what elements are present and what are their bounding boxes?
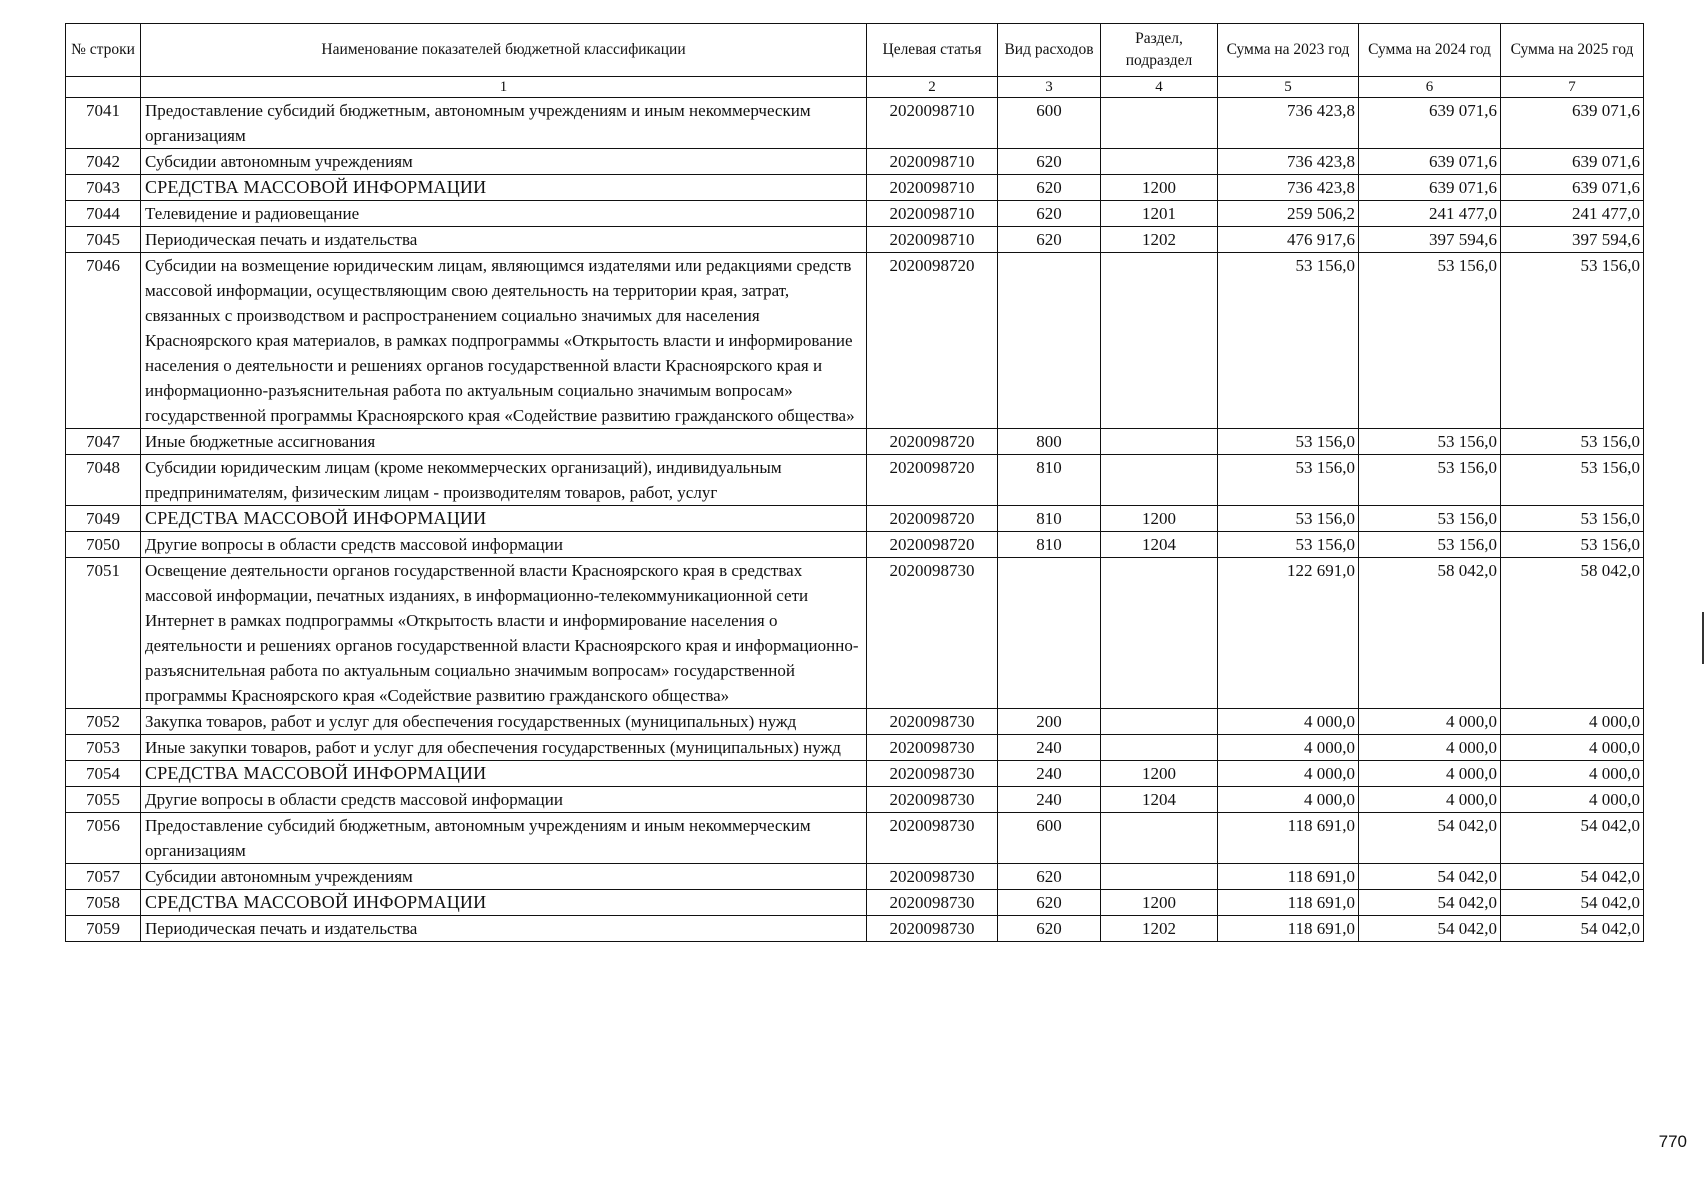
scan-edge-mark xyxy=(1702,612,1704,664)
row-number: 7046 xyxy=(66,253,141,429)
column-number: 7 xyxy=(1501,77,1644,98)
sum-2025: 639 071,6 xyxy=(1501,175,1644,201)
column-number: 4 xyxy=(1101,77,1218,98)
section-code: 1204 xyxy=(1101,532,1218,558)
sum-2025: 4 000,0 xyxy=(1501,735,1644,761)
row-number: 7050 xyxy=(66,532,141,558)
indicator-name: Закупка товаров, работ и услуг для обеспечения государственных (муниципальных) нужд xyxy=(141,709,867,735)
expense-type xyxy=(998,253,1101,429)
indicator-name: Иные закупки товаров, работ и услуг для обеспечения государственных (муниципальных) нужд xyxy=(141,735,867,761)
section-code xyxy=(1101,98,1218,149)
row-number: 7043 xyxy=(66,175,141,201)
header-name: Наименование показателей бюджетной классификации xyxy=(141,24,867,77)
table-row xyxy=(66,98,1644,149)
sum-2023: 53 156,0 xyxy=(1218,455,1359,506)
expense-type: 240 xyxy=(998,787,1101,813)
row-number: 7057 xyxy=(66,864,141,890)
column-number-blank xyxy=(66,77,141,98)
expense-type: 620 xyxy=(998,916,1101,942)
target-article: 2020098730 xyxy=(867,761,998,787)
section-code xyxy=(1101,735,1218,761)
expense-type: 810 xyxy=(998,532,1101,558)
column-number: 3 xyxy=(998,77,1101,98)
indicator-name: Телевидение и радиовещание xyxy=(141,201,867,227)
sum-2024: 53 156,0 xyxy=(1359,253,1501,429)
table-row xyxy=(66,201,1644,227)
sum-2024: 4 000,0 xyxy=(1359,787,1501,813)
sum-2023: 53 156,0 xyxy=(1218,253,1359,429)
expense-type: 600 xyxy=(998,98,1101,149)
sum-2023: 476 917,6 xyxy=(1218,227,1359,253)
expense-type: 810 xyxy=(998,506,1101,532)
indicator-name: Предоставление субсидий бюджетным, автономным учреждениям и иным некоммерческим организациям xyxy=(141,98,867,149)
budget-table xyxy=(65,23,1644,942)
sum-2025: 53 156,0 xyxy=(1501,455,1644,506)
section-code xyxy=(1101,813,1218,864)
table-row xyxy=(66,253,1644,429)
sum-2024: 58 042,0 xyxy=(1359,558,1501,709)
sum-2023: 53 156,0 xyxy=(1218,429,1359,455)
header-sum-2025: Сумма на 2025 год xyxy=(1501,24,1644,77)
expense-type xyxy=(998,558,1101,709)
sum-2024: 639 071,6 xyxy=(1359,98,1501,149)
sum-2024: 54 042,0 xyxy=(1359,890,1501,916)
row-number: 7058 xyxy=(66,890,141,916)
section-code xyxy=(1101,455,1218,506)
target-article: 2020098720 xyxy=(867,532,998,558)
indicator-name: Освещение деятельности органов государственной власти Красноярского края в средствах массовой информации, печатных изданиях, в информационно-телекоммуникационной сети Интернет в рамках подпрограммы «Открытость власти и информирование населения о деятельности и решениях органов государственной власти Красноярского края и информационно-разъяснительная работа по актуальным социально значимым вопросам» государственной программы Красноярского края «Содействие развитию гражданского общества» xyxy=(141,558,867,709)
sum-2024: 639 071,6 xyxy=(1359,149,1501,175)
sum-2025: 54 042,0 xyxy=(1501,916,1644,942)
row-number: 7045 xyxy=(66,227,141,253)
sum-2023: 122 691,0 xyxy=(1218,558,1359,709)
expense-type: 800 xyxy=(998,429,1101,455)
table-row xyxy=(66,787,1644,813)
table-row xyxy=(66,709,1644,735)
table-row xyxy=(66,761,1644,787)
section-code: 1204 xyxy=(1101,787,1218,813)
target-article: 2020098730 xyxy=(867,787,998,813)
row-number: 7059 xyxy=(66,916,141,942)
expense-type: 620 xyxy=(998,149,1101,175)
row-number: 7041 xyxy=(66,98,141,149)
target-article: 2020098730 xyxy=(867,558,998,709)
row-number: 7052 xyxy=(66,709,141,735)
sum-2023: 4 000,0 xyxy=(1218,761,1359,787)
row-number: 7047 xyxy=(66,429,141,455)
row-number: 7056 xyxy=(66,813,141,864)
row-number: 7053 xyxy=(66,735,141,761)
indicator-name: Субсидии на возмещение юридическим лицам, являющимся издателями или редакциями средств массовой информации, осуществляющим свою деятельность на территории края, затрат, связанных с производством и распространением социально значимых для населения Красноярского края материалов, в рамках подпрограммы «Открытость власти и информирование населения о деятельности и решениях органов государственной власти Красноярского края и информационно-разъяснительная работа по актуальным социально значимым вопросам» государственной программы Красноярского края «Содействие развитию гражданского общества» xyxy=(141,253,867,429)
expense-type: 240 xyxy=(998,761,1101,787)
sum-2025: 54 042,0 xyxy=(1501,813,1644,864)
header-row xyxy=(66,24,1644,77)
section-code: 1202 xyxy=(1101,227,1218,253)
sum-2025: 4 000,0 xyxy=(1501,709,1644,735)
indicator-name: Предоставление субсидий бюджетным, автономным учреждениям и иным некоммерческим организациям xyxy=(141,813,867,864)
row-number: 7054 xyxy=(66,761,141,787)
header-expense-type: Вид расходов xyxy=(998,24,1101,77)
table-row xyxy=(66,916,1644,942)
sum-2024: 241 477,0 xyxy=(1359,201,1501,227)
sum-2024: 54 042,0 xyxy=(1359,916,1501,942)
sum-2023: 118 691,0 xyxy=(1218,813,1359,864)
indicator-name: Субсидии автономным учреждениям xyxy=(141,864,867,890)
table-row xyxy=(66,890,1644,916)
expense-type: 620 xyxy=(998,864,1101,890)
header-sum-2023: Сумма на 2023 год xyxy=(1218,24,1359,77)
sum-2023: 118 691,0 xyxy=(1218,890,1359,916)
row-number: 7042 xyxy=(66,149,141,175)
expense-type: 620 xyxy=(998,890,1101,916)
section-code: 1202 xyxy=(1101,916,1218,942)
target-article: 2020098720 xyxy=(867,429,998,455)
sum-2023: 4 000,0 xyxy=(1218,735,1359,761)
table-body xyxy=(66,98,1644,942)
section-code xyxy=(1101,149,1218,175)
target-article: 2020098710 xyxy=(867,227,998,253)
indicator-name: Периодическая печать и издательства xyxy=(141,916,867,942)
table-header xyxy=(66,24,1644,98)
column-number-row xyxy=(66,77,1644,98)
sum-2025: 54 042,0 xyxy=(1501,864,1644,890)
sum-2025: 397 594,6 xyxy=(1501,227,1644,253)
target-article: 2020098730 xyxy=(867,916,998,942)
section-code: 1200 xyxy=(1101,761,1218,787)
row-number: 7048 xyxy=(66,455,141,506)
sum-2023: 4 000,0 xyxy=(1218,709,1359,735)
sum-2025: 53 156,0 xyxy=(1501,429,1644,455)
sum-2025: 53 156,0 xyxy=(1501,506,1644,532)
row-number: 7051 xyxy=(66,558,141,709)
expense-type: 620 xyxy=(998,227,1101,253)
expense-type: 810 xyxy=(998,455,1101,506)
target-article: 2020098710 xyxy=(867,175,998,201)
header-section: Раздел, подраздел xyxy=(1101,24,1218,77)
sum-2025: 4 000,0 xyxy=(1501,787,1644,813)
section-code xyxy=(1101,709,1218,735)
sum-2023: 4 000,0 xyxy=(1218,787,1359,813)
column-number: 6 xyxy=(1359,77,1501,98)
sum-2024: 53 156,0 xyxy=(1359,429,1501,455)
sum-2025: 54 042,0 xyxy=(1501,890,1644,916)
sum-2023: 736 423,8 xyxy=(1218,98,1359,149)
section-code xyxy=(1101,429,1218,455)
indicator-name: СРЕДСТВА МАССОВОЙ ИНФОРМАЦИИ xyxy=(141,175,867,201)
sum-2024: 397 594,6 xyxy=(1359,227,1501,253)
section-code: 1200 xyxy=(1101,506,1218,532)
header-sum-2024: Сумма на 2024 год xyxy=(1359,24,1501,77)
header-row-number: № строки xyxy=(66,24,141,77)
sum-2023: 736 423,8 xyxy=(1218,149,1359,175)
target-article: 2020098730 xyxy=(867,864,998,890)
table-row xyxy=(66,558,1644,709)
expense-type: 620 xyxy=(998,175,1101,201)
sum-2023: 259 506,2 xyxy=(1218,201,1359,227)
page-number: 770 xyxy=(1658,1132,1687,1151)
sum-2025: 639 071,6 xyxy=(1501,98,1644,149)
indicator-name: Периодическая печать и издательства xyxy=(141,227,867,253)
sum-2023: 118 691,0 xyxy=(1218,916,1359,942)
sum-2023: 736 423,8 xyxy=(1218,175,1359,201)
sum-2024: 4 000,0 xyxy=(1359,735,1501,761)
row-number: 7049 xyxy=(66,506,141,532)
section-code: 1201 xyxy=(1101,201,1218,227)
column-number: 2 xyxy=(867,77,998,98)
target-article: 2020098720 xyxy=(867,455,998,506)
sum-2024: 54 042,0 xyxy=(1359,813,1501,864)
indicator-name: СРЕДСТВА МАССОВОЙ ИНФОРМАЦИИ xyxy=(141,890,867,916)
sum-2025: 53 156,0 xyxy=(1501,253,1644,429)
target-article: 2020098710 xyxy=(867,149,998,175)
table-row xyxy=(66,429,1644,455)
target-article: 2020098710 xyxy=(867,98,998,149)
table-row xyxy=(66,149,1644,175)
sum-2024: 53 156,0 xyxy=(1359,532,1501,558)
indicator-name: Иные бюджетные ассигнования xyxy=(141,429,867,455)
table-row xyxy=(66,864,1644,890)
column-number: 1 xyxy=(141,77,867,98)
sum-2023: 118 691,0 xyxy=(1218,864,1359,890)
section-code: 1200 xyxy=(1101,175,1218,201)
indicator-name: Субсидии юридическим лицам (кроме некоммерческих организаций), индивидуальным предпринимателям, физическим лицам - производителям товаров, работ, услуг xyxy=(141,455,867,506)
expense-type: 200 xyxy=(998,709,1101,735)
sum-2023: 53 156,0 xyxy=(1218,506,1359,532)
indicator-name: Другие вопросы в области средств массовой информации xyxy=(141,532,867,558)
table-row xyxy=(66,455,1644,506)
section-code xyxy=(1101,864,1218,890)
target-article: 2020098730 xyxy=(867,813,998,864)
table-row xyxy=(66,532,1644,558)
sum-2023: 53 156,0 xyxy=(1218,532,1359,558)
sum-2025: 53 156,0 xyxy=(1501,532,1644,558)
expense-type: 620 xyxy=(998,201,1101,227)
sum-2025: 241 477,0 xyxy=(1501,201,1644,227)
sum-2024: 4 000,0 xyxy=(1359,709,1501,735)
sum-2024: 4 000,0 xyxy=(1359,761,1501,787)
table-row xyxy=(66,227,1644,253)
expense-type: 600 xyxy=(998,813,1101,864)
sum-2025: 58 042,0 xyxy=(1501,558,1644,709)
sum-2025: 639 071,6 xyxy=(1501,149,1644,175)
indicator-name: Субсидии автономным учреждениям xyxy=(141,149,867,175)
target-article: 2020098730 xyxy=(867,890,998,916)
indicator-name: Другие вопросы в области средств массовой информации xyxy=(141,787,867,813)
sum-2024: 54 042,0 xyxy=(1359,864,1501,890)
indicator-name: СРЕДСТВА МАССОВОЙ ИНФОРМАЦИИ xyxy=(141,506,867,532)
row-number: 7055 xyxy=(66,787,141,813)
target-article: 2020098730 xyxy=(867,735,998,761)
target-article: 2020098710 xyxy=(867,201,998,227)
target-article: 2020098720 xyxy=(867,506,998,532)
expense-type: 240 xyxy=(998,735,1101,761)
table-row xyxy=(66,175,1644,201)
table-row xyxy=(66,506,1644,532)
indicator-name: СРЕДСТВА МАССОВОЙ ИНФОРМАЦИИ xyxy=(141,761,867,787)
sum-2024: 53 156,0 xyxy=(1359,506,1501,532)
sum-2024: 53 156,0 xyxy=(1359,455,1501,506)
target-article: 2020098720 xyxy=(867,253,998,429)
header-target-article: Целевая статья xyxy=(867,24,998,77)
row-number: 7044 xyxy=(66,201,141,227)
sum-2025: 4 000,0 xyxy=(1501,761,1644,787)
table-row xyxy=(66,735,1644,761)
target-article: 2020098730 xyxy=(867,709,998,735)
sum-2024: 639 071,6 xyxy=(1359,175,1501,201)
table-row xyxy=(66,813,1644,864)
section-code xyxy=(1101,558,1218,709)
section-code xyxy=(1101,253,1218,429)
column-number: 5 xyxy=(1218,77,1359,98)
section-code: 1200 xyxy=(1101,890,1218,916)
